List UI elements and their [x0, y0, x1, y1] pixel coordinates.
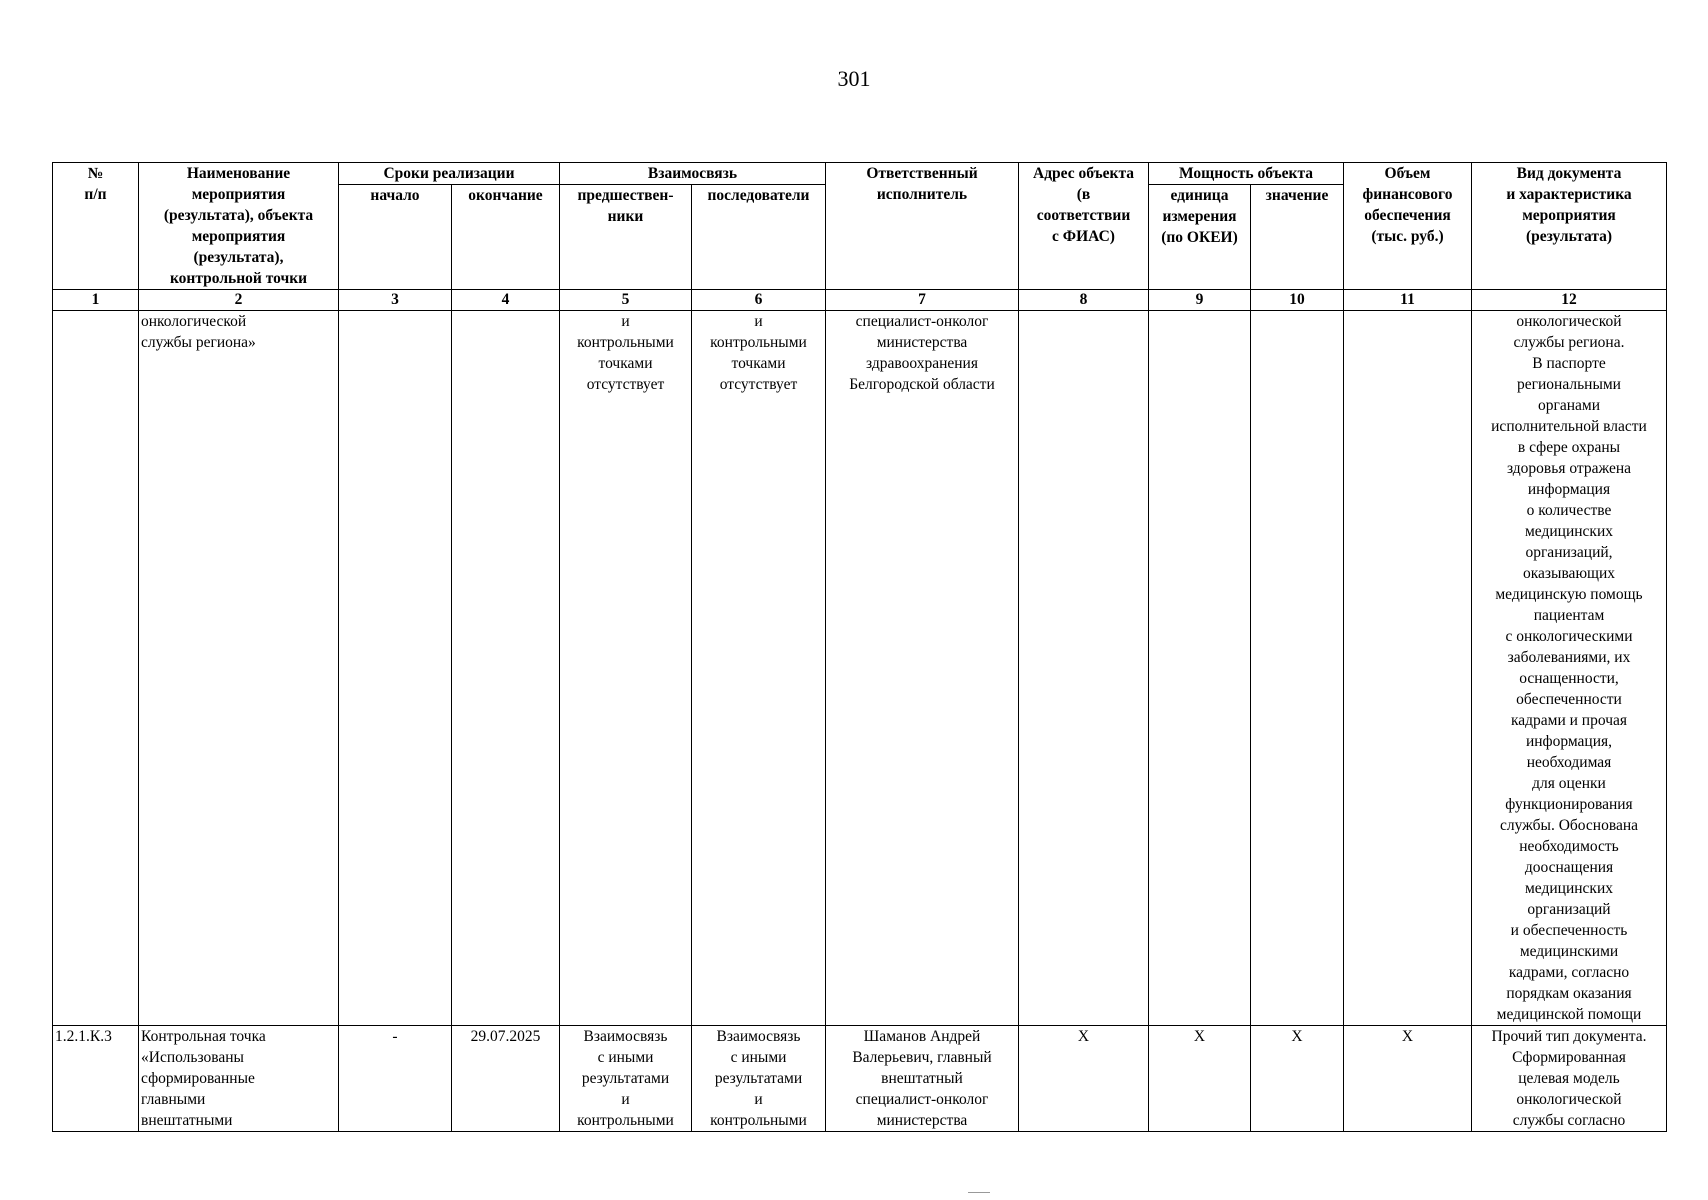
column-number: 6: [692, 290, 826, 311]
cell-num: [53, 311, 139, 1026]
table-header: [53, 163, 1667, 311]
column-number: 10: [1251, 290, 1344, 311]
cell-next: и контрольными точками отсутствует: [692, 311, 826, 1026]
cell-address: [1019, 311, 1149, 1026]
cell-address: X: [1019, 1026, 1149, 1132]
column-number: 5: [560, 290, 692, 311]
cell-unit: X: [1149, 1026, 1251, 1132]
column-number: 11: [1344, 290, 1472, 311]
header-link: Взаимосвязь: [560, 163, 826, 185]
header-capacity-value: значение: [1251, 185, 1344, 290]
column-number: 1: [53, 290, 139, 311]
header-terms-start: начало: [339, 185, 452, 290]
cell-end: [452, 311, 560, 1026]
header-responsible: Ответственный исполнитель: [826, 163, 1019, 290]
cell-finance: X: [1344, 1026, 1472, 1132]
cell-responsible: специалист-онколог министерства здравоохранения Белгородской области: [826, 311, 1019, 1026]
column-number-row: [53, 290, 1667, 311]
header-capacity: Мощность объекта: [1149, 163, 1344, 185]
table-row: [53, 311, 1667, 1026]
column-number: 4: [452, 290, 560, 311]
header-link-prev: предшествен- ники: [560, 185, 692, 290]
page-number: 301: [837, 66, 871, 91]
cell-doc: Прочий тип документа. Сформированная целевая модель онкологической службы согласно: [1472, 1026, 1667, 1132]
header-name: Наименование мероприятия (результата), объекта мероприятия (результата), контрольной точки: [139, 163, 339, 290]
cell-value: [1251, 311, 1344, 1026]
cell-name: Контрольная точка «Использованы сформированные главными внештатными: [139, 1026, 339, 1132]
column-number: 12: [1472, 290, 1667, 311]
column-number: 9: [1149, 290, 1251, 311]
cell-prev: Взаимосвязь с иными результатами и контрольными: [560, 1026, 692, 1132]
header-num: № п/п: [53, 163, 139, 290]
header-terms: Сроки реализации: [339, 163, 560, 185]
cell-finance: [1344, 311, 1472, 1026]
header-doc-type: Вид документа и характеристика мероприятия (результата): [1472, 163, 1667, 290]
cell-responsible: Шаманов Андрей Валерьевич, главный внештатный специалист-онколог министерства: [826, 1026, 1019, 1132]
cell-start: [339, 311, 452, 1026]
cell-num: 1.2.1.К.3: [53, 1026, 139, 1132]
table-row: [53, 1026, 1667, 1132]
activity-plan-table: [52, 162, 1667, 1132]
column-number: 2: [139, 290, 339, 311]
header-finance: Объем финансового обеспечения (тыс. руб.): [1344, 163, 1472, 290]
cell-value: X: [1251, 1026, 1344, 1132]
column-number: 3: [339, 290, 452, 311]
cell-next: Взаимосвязь с иными результатами и контрольными: [692, 1026, 826, 1132]
cell-prev: и контрольными точками отсутствует: [560, 311, 692, 1026]
header-address: Адрес объекта (в соответствии с ФИАС): [1019, 163, 1149, 290]
scan-artifact: [968, 1192, 990, 1193]
header-terms-end: окончание: [452, 185, 560, 290]
cell-doc: онкологической службы региона. В паспорте региональными органами исполнительной власти в сфере охраны здоровья отражена информация о количестве медицинских организаций, оказывающих медицинскую помощь пациентам с онкологическими заболеваниями, их оснащенности, обеспеченности кадрами и прочая информация, необходимая для оценки функционирования службы. Обоснована необходимость дооснащения медицинских организаций и обеспеченность медицинскими кадрами, согласно порядкам оказания медицинской помощи: [1472, 311, 1667, 1026]
cell-start: -: [339, 1026, 452, 1132]
cell-name: онкологической службы региона»: [139, 311, 339, 1026]
header-capacity-unit: единица измерения (по ОКЕИ): [1149, 185, 1251, 290]
cell-unit: [1149, 311, 1251, 1026]
cell-end: 29.07.2025: [452, 1026, 560, 1132]
column-number: 7: [826, 290, 1019, 311]
header-link-next: последователи: [692, 185, 826, 290]
column-number: 8: [1019, 290, 1149, 311]
